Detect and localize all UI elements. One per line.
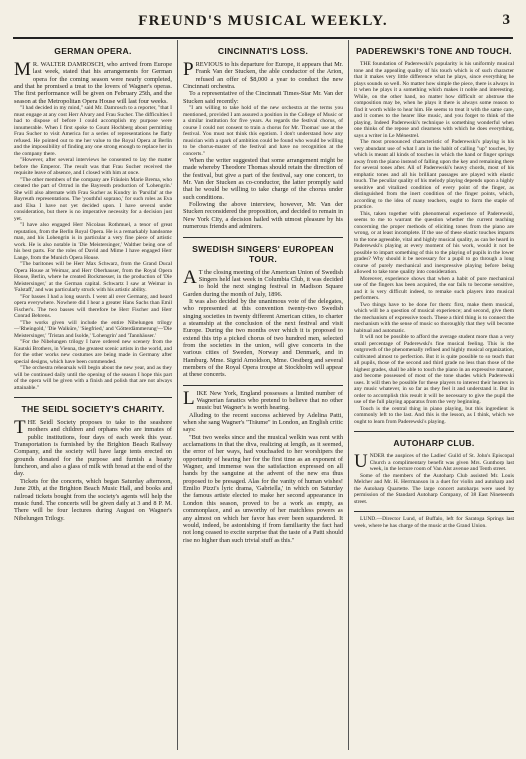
page-number: 3 <box>502 12 510 28</box>
article-heading-paderewski: PADEREWSKI'S TONE AND TOUCH. <box>356 46 512 56</box>
article-paragraph: This, taken together with phenomenal experience of Paderewski, seems to me to warrant the question whether the current teaching concerning the proper methods of eliciting tones from the piano are wrong, or at least incomplete. If the use of these elastic touches imparts to the tone agreeable, vital and highly musical quality, as can be heard in Paderewski's playing at every moment of his work, would it not be possible to impart something of this to the playing of pupils in the lower grades? Why should it be necessary for a pupil to go through a long course of purely mechanical and inexpressive playing before being allowed to take tone quality into consideration. <box>354 210 514 275</box>
article-paragraph: "The orchestra rehearsals will begin about the new year, and as they will be continued daily until the opening of the season I hope this part of the opera will be given with a finish and polish that are not always attainable." <box>14 365 172 391</box>
masthead <box>0 0 526 38</box>
article-divider <box>14 397 172 398</box>
article-paragraph: To a representative of the Cincinnati Times-Star Mr. Van der Stucken said recently: <box>183 90 343 105</box>
article-divider <box>183 237 343 238</box>
article-paragraph: Some of the members of the Autoharp Club assisted Mr. Louis Melcher and Mr. H. Herrmanson in a duet for violin and autoharp and the Autoharp Quartette. The large concert autoharps were used by permission of the Standard Autoharp Company, of 38 East Nineteenth street. <box>354 472 514 505</box>
article-paragraph: When the writer suggested that some arrangement might be made whereby Theodore Thomas should retain the direction of the festival, but give a part of the festival, say one concert, to Mr. Van der Stucken as co-conductor, the latter promptly said that he would be willing to take charge of the chorus under such conditions. <box>183 157 343 201</box>
column-rule <box>177 40 178 750</box>
drop-cap: L <box>183 387 195 409</box>
article-paragraph: Touch is the central thing in piano playing, but this ingredient is commonly left to the last. And this is the lesson, as I think, which we ought to learn from Paderewski's playing. <box>354 405 514 425</box>
article-paragraph: UNDER the auspices of the Ladies' Guild of St. John's Episcopal Church a complimentary benefit was given Mrs. Gunthorp last week, in the lecture room of Van Alst avenue and Tenth street. <box>354 451 514 472</box>
article-paragraph: "The baritones will be Herr Max Schwarz, from the Grand Ducal Opera House at Weimar, and Herr Oberhauser, from the Royal Opera House, Berlin, where he created Bockmesser, in the production of 'Die Meistersinger,' at the German capital. Schwartz I saw at Weimar in 'Falstaff,' and was particularly struck with his artistic ability. <box>14 261 172 294</box>
article-paragraph: M R. WALTER DAMROSCH, who arrived from Europe last week, stated that his arrangements for German opera for the coming season were nearly completed, and that he promised a treat to the lovers of Wagner's operas. The first performance will be given on February 25th, and the season at the Metropolitan Opera House will last four weeks. <box>14 59 172 105</box>
article-paragraph: PREVIOUS to his departure for Europe, it appears that Mr. Frank Van der Stucken, the able conductor of the Arion, refused an offer of $8,000 a year to conduct the new Cincinnati orchestra. <box>183 59 343 91</box>
drop-cap: U <box>354 451 368 472</box>
drop-cap: M <box>14 59 31 80</box>
article-paragraph: "For basses I had a long search. I went all over Germany, and heard opera everywhere. Nowhere did I hear a greater Hans Sachs than Emil Fischer's. The two basses will therefore be Herr Fischer and Herr Conrad Behrens. <box>14 293 172 320</box>
article-paragraph: "I have also engaged Herr Nicolaus Rothmuel, a tenor of great reputation, from the Berlin Royal Opera. He is a remarkably handsome man, and his Lohengrin is in particular a very fine piece of artistic work. He is also notable in 'Die Meistersinger,' Walther being one of his best parts. For the roles of David and Mime I have engaged Herr Lange, from the Munich Opera House. <box>14 222 172 261</box>
article-paragraph: Moreover, experience shows that when a habit of pure mechanical use of the fingers has been acquired, the ear fails to become sensitive, and it is very difficult indeed, to remake such players into musical performers. <box>354 275 514 301</box>
article-paragraph: "But two weeks since and the musical welkin was rent with acclamations in that the diva, realizing at length, as it seemed, the error of her ways, had vouchsafed to her worshipers the opportunity of hearing her for the first time as an exponent of Wagner, and immense was the satisfaction expressed on all hands by the sanguine at the advent of the new era thus proposed to be presaged. Alas for the vanity of human wishes! Emilio Pizzi's lyric drama, 'Gabriella,' in which on Saturday the famous artiste elected to make her second appearance in London this season, proved to be a work as empty, as commonplace, and as unworthy of her matchless powers as any almost on which her favor has ever been squandered. It would, indeed, be astonishing if from familiarity the fact had not long ceased to excite surprise that the taste of a Patti should rise no higher than such trivial stuff as this." <box>183 433 343 544</box>
top-rule <box>13 37 513 39</box>
column-rule <box>348 40 349 750</box>
article-paragraph: It was also decided by the unanimous vote of the delegates, who represented at this convention twenty-two Swedish singing societies in twenty different American cities, to charter a steamship at the conclusion of the next festival and visit Europe. During the two months over which it is proposed to extend this trip a picked chorus of two hundred men, selected from the societies in the union, will give concerts in the various cities of Sweden, Norway and Denmark, and in Hamburg. Mme. Sigrid Arnoldson, Mme. Oestberg and several members of the Royal Opera troupe at Stockholm will appear at these concerts. <box>183 297 343 379</box>
drop-cap: P <box>183 59 194 80</box>
article-heading-seidl-society: THE SEIDL SOCIETY'S CHARITY. <box>21 404 165 415</box>
newspaper-title: FREUND'S MUSICAL WEEKLY. <box>138 13 388 29</box>
drop-cap: T <box>14 417 26 439</box>
article-paragraph: "For the Nibelungen trilogy I have ordered new scenery from the Kautski Brothers, in Vienna, the greatest scenic artists in the world, and for the other works new costumes are being made in Germany after special designs, which have been commended. <box>14 339 172 365</box>
column-3 <box>354 40 514 750</box>
article-paragraph: "However, after several interviews he consented to lay the matter before the Emperor. The result was that Frau Sucher received the requisite leave of absence, and I closed with him at once. <box>14 157 172 177</box>
article-paragraph: Two things have to be done for them: first, make them musical, which will be a question of musical experience; and second, give them the mechanism of expressive touch. These a third thing is to connect the mechanism with the sense of music so thoroughly that they will become habitual and automatic. <box>354 301 514 334</box>
article-paragraph: It will not be possible to afford the average student more than a very small percentage of Paderewski's fine musical feeling. This is the outgrowth of the phenomenally refined and highly musical organization, cultivated almost to perfection. But it is quite possible to so teach that all pupils, those of the second and third grade no less than those of the highest grades, shall be able to touch the piano in an expressive manner, and become possessed of most of the tone shades which Paderewski uses. It will then be possible for these players to interest their hearers in any music whatever, in so far as they feel it and understand it. But in order to accomplish this result it will be necessary to give the pupil the use of the full playing apparatus from the very beginning. <box>354 334 514 405</box>
article-paragraph: THE Seidl Society proposes to take to the seashore mothers and children and orphans who are inmates of public institutions, four days of each week this year. Transportation is furnished by the Brighton Beach Railway Company, and the society will have large tents erected on grounds donated for the purpose and furnish a hearty luncheon, and also a glass of milk with bread at the end of the day. <box>14 417 172 478</box>
article-paragraph: "The works given will include the entire Nibelungen trilogy—'Rheingold,' 'Die Walküre,' 'Siegfried,' and 'Götterdämmerung'—'Die Meistersinger,' 'Tristan and Isolde,' 'Lohengrin' and 'Tannhäuser.' <box>14 319 172 339</box>
drop-cap: A <box>183 266 197 288</box>
article-paragraph: "I am willing to take hold of the new orchestra at the terms you mentioned, provided I am assured a position in the College of Music or a similar institution for five years. As regards the festival chorus, of course I could not consent to train a chorus for Mr. Thomas' use at the festival. You must not think this egotism. I don't understand how any musician with a spark of ambition could be found who would be willing to be chorus-master of the festival and have no recognition at the concerts." <box>183 105 343 157</box>
column-1 <box>14 40 172 750</box>
article-paragraph: Following the above interview, however, Mr. Van der Stucken reconsidered the proposition, and decided to remain in New York City, a decision hailed with utmost pleasure by his numerous friends and admirers. <box>183 201 343 231</box>
article-heading-cincinnati: CINCINNATI'S LOSS. <box>217 46 309 56</box>
article-divider <box>354 511 514 512</box>
article-heading-swedish-singers: SWEDISH SINGERS' EUROPEAN TOUR. <box>192 243 334 264</box>
article-paragraph: A T the closing meeting of the American Union of Swedish Singers held last week in Columbia Club, it was decided to hold the next singing festival in Madison Square Garden during the month of July, 1896. <box>183 266 343 298</box>
article-paragraph: Tickets for the concerts, which began Saturday afternoon, June 20th, at the Brighton Beach Music Hall, and books and railroad tickets bought from the society's agents will help the music fund. The concerts will be given daily at 3 and 8 P. M. There will be four lectures during August on Wagner's Nibelungen Trilogy. <box>14 477 172 522</box>
article-heading-autoharp-club: AUTOHARP CLUB. <box>393 438 475 448</box>
article-paragraph: LUND.—Director Lund, of Buffalo, left for Saratoga Springs last week, where he has charge of the music at the Grand Union. <box>354 516 514 529</box>
article-divider <box>183 385 343 386</box>
article-heading-german-opera: GERMAN OPERA. <box>54 46 132 56</box>
article-paragraph: The most pronounced characteristic of Paderewski's playing is his very abundant use of what I am in the habit of calling "up" touches, by which is meant all kinds of touches in which the hand or finger springs away from the piano instead of falling upon the key and remaining there for several tones after. All of Paderewski's heavy chords, most of his emphatic tones and all his brilliant passages are played with elastic touch. The peculiar quality of his melody playing depends upon a highly sensitive and vitalized condition of every point of the finger, as distinguished from the inert condition of the finger points, which, according to the idea of many teachers, ought to form the staple of practice. <box>354 139 514 210</box>
article-divider <box>354 431 514 432</box>
column-2 <box>183 40 343 750</box>
article-paragraph: LIKE New York, England possesses a limited number of Wagnerian fanatics who pretend to believe that no other music but Wagner's is worth hearing. <box>183 387 343 412</box>
article-paragraph: THE foundation of Paderewski's popularity is his uniformly musical tone and the appealing quality of his touch which is of such character that it makes very little difference what he plays, since everything he plays sounds so well. No matter how simple the piece, there is always in it when he plays it a something which makes it noble and interesting. While, on the other hand, no matter how difficult or abstruse the composition may be, when he plays it there is always some reason to find it worth while to hear him. He seems to treat it with the same care, and it comes to the hearer like music, and you forget to think of the playing. Indeed Paderewski's technique is something wonderful when one thinks of the repose and clearness with which he does everything, says a writer in Le Ménestrel. <box>354 61 514 139</box>
article-paragraph: "I had decided in my mind," said Mr. Damrosch to a reporter, "that I must engage at any cost Herr Alvary and Frau Sucher. The difficulties I had to dispose of before I could accomplish my purpose were innumerable. When I first spoke to Count Hochberg about permitting Frau Sucher to visit America for a series of representations he flatly refused. He pointed out to me her value to the Royal Opera at Berlin and the impossibility of finding any one strong enough to replace her in the company there. <box>14 105 172 157</box>
article-paragraph: "The other members of the company are Fräulein Marie Brema, who created the part of Ortrud in the Bayreuth production of 'Lohengrin.' She will also alternate with Frau Sucher as Kundry in 'Parsifal' at the Bayreuth representations. The 'youthful soprano,' for such roles as Eva and Elsa I have not yet decided upon. I have several under consideration, but there is no imperative necessity for a decision just yet. <box>14 176 172 222</box>
article-paragraph: Alluding to the recent success achieved by Adelina Patti, when she sang Wagner's "Träume" in London, an English critic says: <box>183 411 343 434</box>
